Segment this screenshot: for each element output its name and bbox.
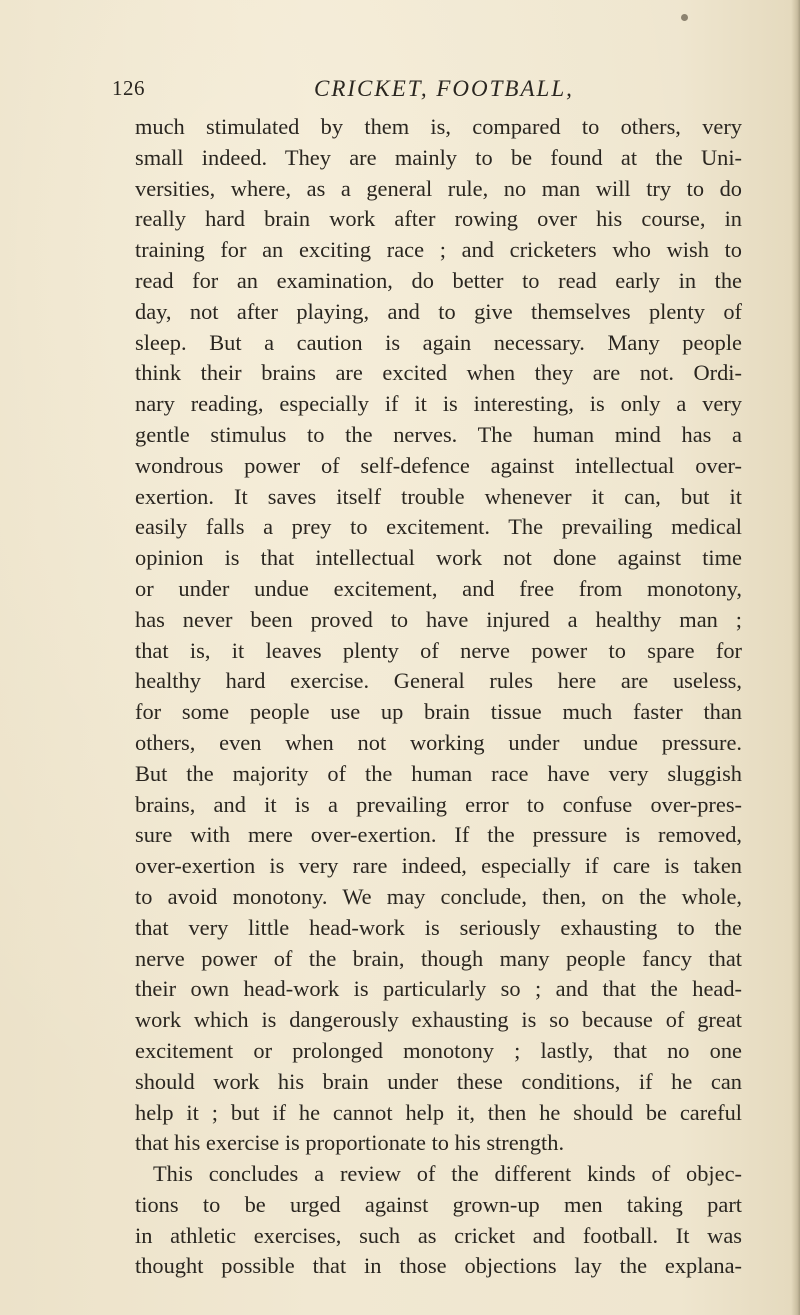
text-line: that his exercise is proportionate to his strength. (135, 1130, 565, 1156)
text-line: day, not after playing, and to give themselves plenty of (135, 298, 742, 324)
text-line: wondrous power of self-defence against intellectual over- (135, 452, 742, 478)
ink-speck (681, 14, 688, 21)
text-line: help it ; but if he cannot help it, then he should be careful (135, 1099, 742, 1125)
text-line: read for an examination, do better to read early in the (135, 267, 742, 293)
running-head: CRICKET, FOOTBALL, (314, 76, 574, 101)
text-line: opinion is that intellectual work not done against time (135, 545, 742, 571)
paragraph-start-line: This concludes a review of the different kinds of objec- (153, 1161, 742, 1187)
text-line: think their brains are excited when they are not. Ordi- (135, 360, 742, 386)
text-line: gentle stimulus to the nerves. The human mind has a (135, 421, 742, 447)
text-line: that is, it leaves plenty of nerve power to spare for (135, 637, 742, 663)
page-number: 126 (112, 76, 145, 100)
text-line: nerve power of the brain, though many people fancy that (135, 945, 742, 971)
text-line: their own head-work is particularly so ; and that the head- (135, 976, 742, 1002)
text-line: work which is dangerously exhausting is so because of great (135, 1007, 742, 1033)
body-text (135, 112, 742, 1282)
text-line: over-exertion is very rare indeed, especially if care is taken (135, 853, 742, 879)
text-line: But the majority of the human race have very sluggish (135, 760, 742, 786)
text-line: small indeed. They are mainly to be found at the Uni- (135, 144, 742, 170)
text-line: to avoid monotony. We may conclude, then, on the whole, (135, 883, 742, 909)
page-header (112, 76, 732, 110)
text-line: excitement or prolonged monotony ; lastly, that no one (135, 1037, 742, 1063)
text-line: really hard brain work after rowing over his course, in (135, 206, 742, 232)
text-line: in athletic exercises, such as cricket and football. It was (135, 1222, 742, 1248)
text-line: healthy hard exercise. General rules here are useless, (135, 668, 742, 694)
text-line: or under undue excitement, and free from monotony, (135, 575, 742, 601)
text-line: tions to be urged against grown-up men taking part (135, 1191, 742, 1217)
page-edge-shadow (791, 0, 800, 1315)
text-line: should work his brain under these conditions, if he can (135, 1068, 742, 1094)
text-line: others, even when not working under undue pressure. (135, 729, 742, 755)
text-line: has never been proved to have injured a healthy man ; (135, 606, 742, 632)
text-line: sure with mere over-exertion. If the pressure is removed, (135, 822, 742, 848)
text-line: brains, and it is a prevailing error to confuse over-pres- (135, 791, 742, 817)
text-line: training for an exciting race ; and cricketers who wish to (135, 237, 742, 263)
text-line: for some people use up brain tissue much faster than (135, 699, 742, 725)
text-line: exertion. It saves itself trouble whenever it can, but it (135, 483, 742, 509)
text-line: versities, where, as a general rule, no man will try to do (135, 175, 742, 201)
text-line: thought possible that in those objections lay the explana- (135, 1253, 742, 1279)
text-line: much stimulated by them is, compared to others, very (135, 114, 742, 139)
text-line: that very little head-work is seriously exhausting to the (135, 914, 742, 940)
text-line: sleep. But a caution is again necessary. Many people (135, 329, 742, 355)
text-line: nary reading, especially if it is interesting, is only a very (135, 391, 742, 417)
text-line: easily falls a prey to excitement. The prevailing medical (135, 514, 742, 540)
